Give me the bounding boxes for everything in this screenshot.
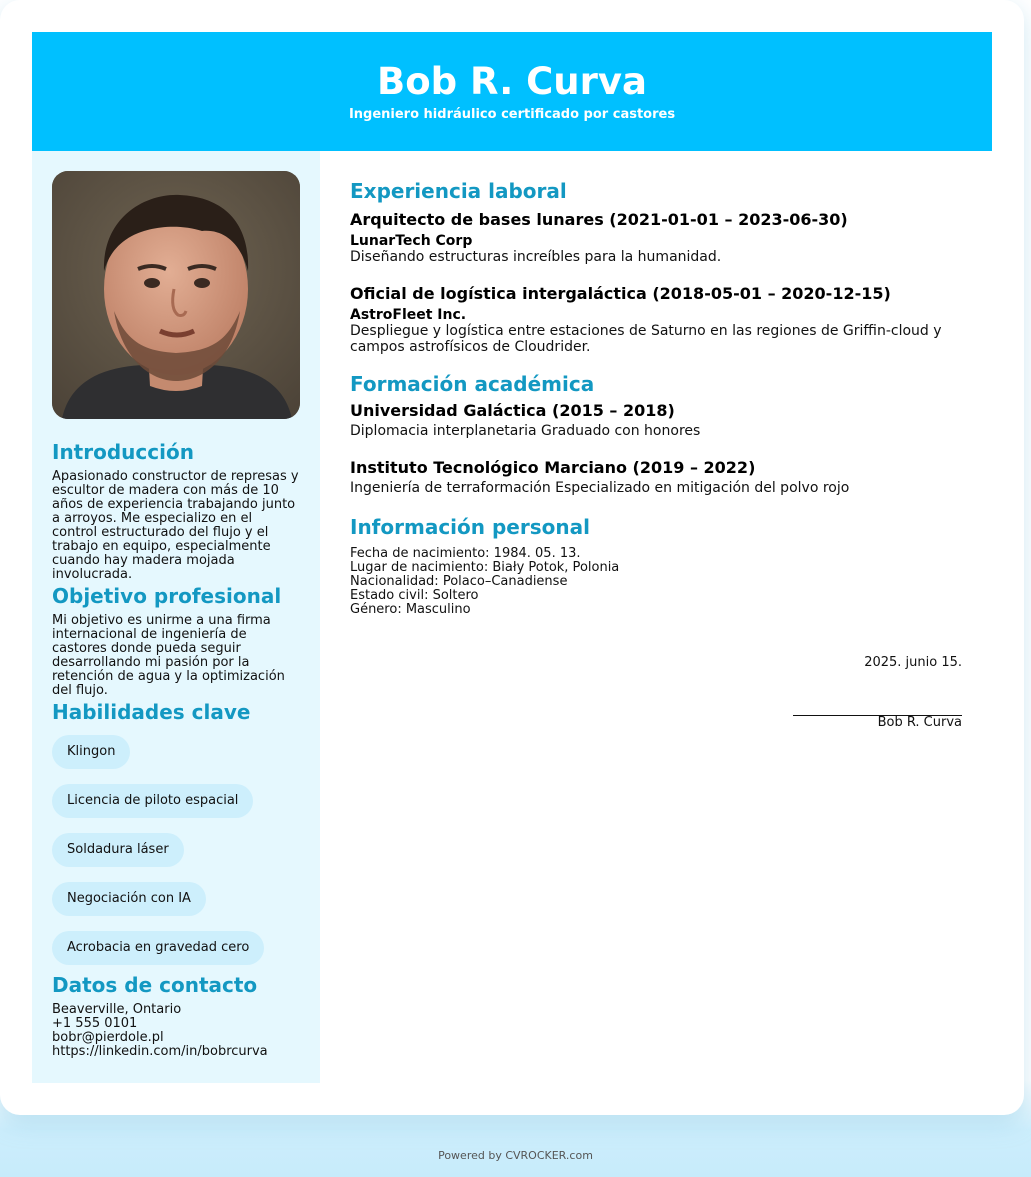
profile-photo xyxy=(52,171,300,419)
education-description: Diplomacia interplanetaria Graduado con honores xyxy=(350,423,701,439)
skill-pill: Licencia de piloto espacial xyxy=(52,784,253,818)
job-title: Oficial de logística intergaláctica (2018-05-01 – 2020-12-15) xyxy=(350,284,891,303)
skill-pill: Negociación con IA xyxy=(52,882,206,916)
education-title: Instituto Tecnológico Marciano (2019 – 2022) xyxy=(350,458,756,477)
contact-heading: Datos de contacto xyxy=(52,973,258,997)
education-description: Ingeniería de terraformación Especializado en mitigación del polvo rojo xyxy=(350,480,850,496)
job-entry xyxy=(350,284,962,355)
resume-header xyxy=(32,32,992,151)
experience-heading: Experiencia laboral xyxy=(350,179,567,203)
job-company: AstroFleet Inc. xyxy=(350,307,467,323)
intro-text: Apasionado constructor de represas y escultor de madera con más de 10 años de experiencia trabajando junto a arroyos. Me especializo en el control estructurado del flujo y el trabajo en equipo, especialmente cuando hay madera mojada involucrada. xyxy=(52,469,299,582)
objective-text: Mi objetivo es unirme a una firma internacional de ingeniería de castores donde pueda seguir desarrollando mi pasión por la retención de agua y la optimización del flujo. xyxy=(52,613,285,698)
personal-marital-status: Estado civil: Soltero xyxy=(350,588,479,603)
skill-pill: Acrobacia en gravedad cero xyxy=(52,931,264,965)
education-heading: Formación académica xyxy=(350,372,595,396)
job-entry xyxy=(350,210,962,265)
candidate-title: Ingeniero hidráulico certificado por castores xyxy=(348,107,676,122)
job-company: LunarTech Corp xyxy=(350,233,473,249)
signature-name: Bob R. Curva xyxy=(877,715,962,730)
education-entry xyxy=(350,401,962,439)
contact-phone[interactable]: +1 555 0101 xyxy=(52,1016,138,1031)
footer-credit[interactable]: Powered by CVROCKER.com xyxy=(438,1149,593,1162)
skills-heading: Habilidades clave xyxy=(52,700,251,724)
job-description: Diseñando estructuras increíbles para la humanidad. xyxy=(350,249,722,265)
personal-heading: Información personal xyxy=(350,515,590,539)
job-title: Arquitecto de bases lunares (2021-01-01 – 2023-06-30) xyxy=(350,210,848,229)
candidate-name: Bob R. Curva xyxy=(377,60,647,103)
personal-birthplace: Lugar de nacimiento: Biały Potok, Polonia xyxy=(350,560,620,575)
contact-list xyxy=(52,1003,300,1059)
contact-address: Beaverville, Ontario xyxy=(52,1002,182,1017)
job-description: Despliegue y logística entre estaciones de Saturno en las regiones de Griffin-cloud y campos astrofísicos de Cloudrider. xyxy=(350,323,942,355)
skill-pill: Klingon xyxy=(52,735,130,769)
personal-birthdate: Fecha de nacimiento: 1984. 05. 13. xyxy=(350,546,581,561)
contact-email[interactable]: bobr@pierdole.pl xyxy=(52,1030,164,1045)
skill-pill: Soldadura láser xyxy=(52,833,184,867)
main-content xyxy=(350,151,962,730)
personal-gender: Género: Masculino xyxy=(350,602,471,617)
signature-date: 2025. junio 15. xyxy=(864,655,962,670)
skills-list xyxy=(52,735,300,971)
education-entry xyxy=(350,458,962,496)
sidebar xyxy=(32,151,320,1083)
education-title: Universidad Galáctica (2015 – 2018) xyxy=(350,401,675,420)
contact-linkedin[interactable]: https://linkedin.com/in/bobrcurva xyxy=(52,1044,268,1059)
intro-heading: Introducción xyxy=(52,440,194,464)
objective-heading: Objetivo profesional xyxy=(52,584,282,608)
personal-info xyxy=(350,547,962,617)
personal-nationality: Nacionalidad: Polaco–Canadiense xyxy=(350,574,568,589)
